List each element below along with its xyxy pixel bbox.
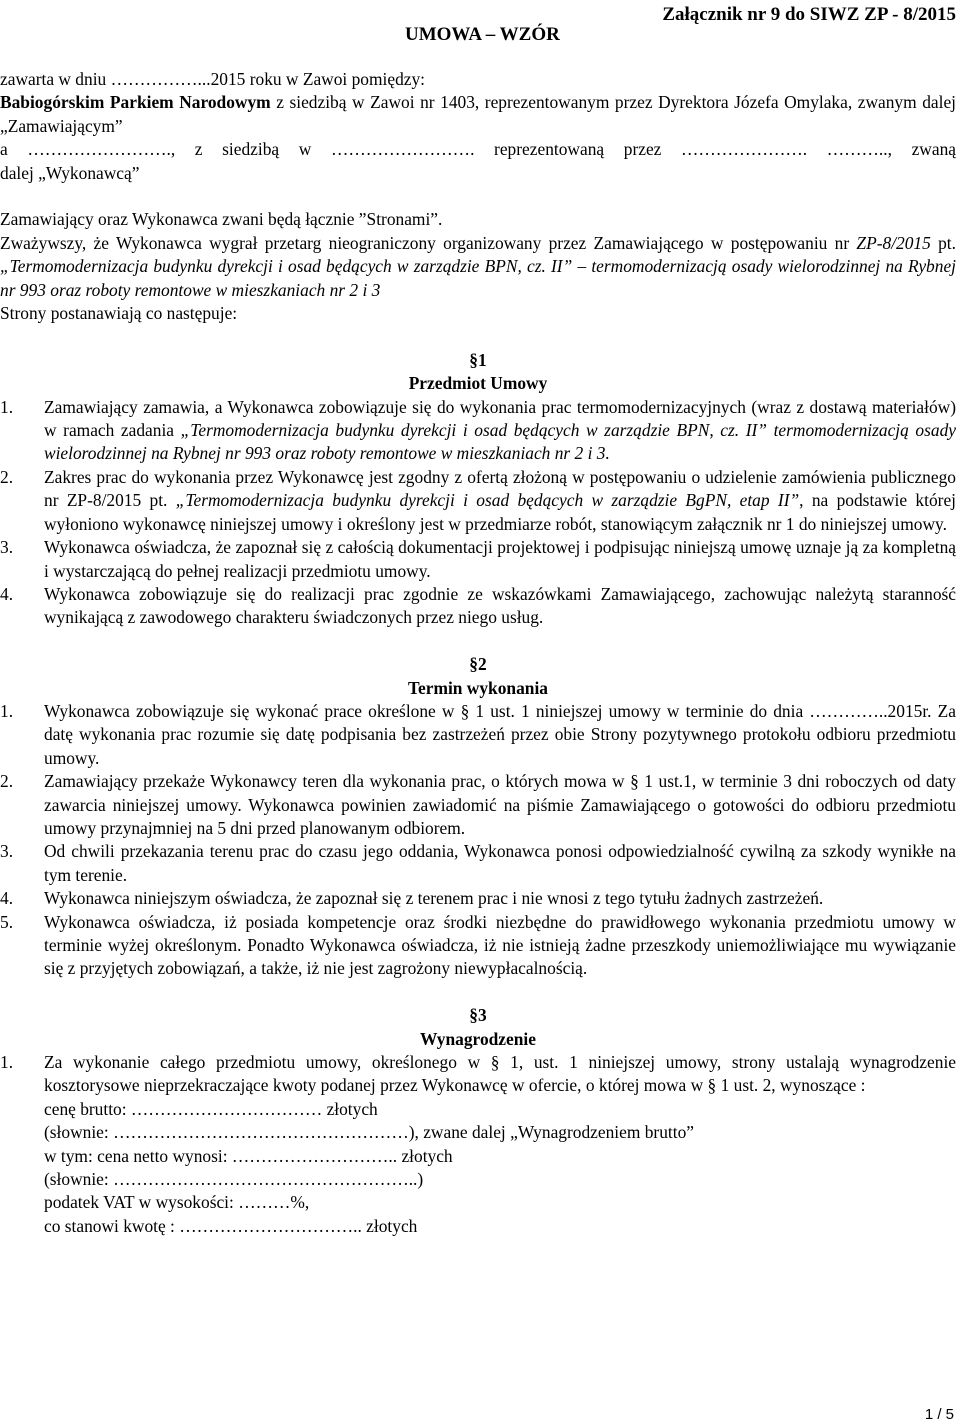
list-item (0, 396, 956, 466)
intro-party-contractor-line2: dalej „Wykonawcą” (0, 162, 140, 183)
item-text: Od chwili przekazania terenu prac do czasu jego oddania, Wykonawca ponosi odpowiedzialność cywilną za szkody wynikłe na tym terenie. (44, 841, 956, 885)
intro-whereas (0, 232, 956, 302)
list-item (0, 840, 956, 887)
intro-party-ordering (0, 91, 956, 138)
item-text: „Termomodernizacja budynku dyrekcji i osad będących w zarządzie BPN, cz. II” termomodernizacją osady wielorodzinnej na Rybnej nr 993 oraz roboty remontowe w mieszkaniach nr 2 i 3. (44, 420, 956, 464)
section-title: Przedmiot Umowy (408, 373, 548, 394)
spacer (0, 981, 956, 1004)
document-header (0, 2, 960, 46)
item-number: 1. (0, 1052, 14, 1072)
item-text: Za wykonanie całego przedmiotu umowy, określonego w § 1, ust. 1 niniejszej umowy, strony ustalają wynagrodzenie kosztorysowe nieprzekraczające kwoty podanej przez Wykonawcę w ofercie, o której mowa w § 1 ust. 2, wynoszące : (44, 1052, 956, 1096)
whereas-text: Zważywszy, że Wykonawca wygrał przetarg nieograniczony organizowany przez Zamawiającego w postępowaniu nr (0, 232, 857, 253)
list-item (0, 536, 956, 583)
sections-container (0, 325, 956, 1238)
section-items (0, 1051, 956, 1098)
item-number: 5. (0, 911, 14, 932)
whereas-case-number: ZP-8/2015 (856, 232, 931, 253)
section-mark: §1 (469, 349, 487, 370)
item-text: Zamawiający zamawia, a Wykonawca zobowiązuje się do wykonania prac termomodernizacyjnych (wraz z dostawą materiałów) w ramach zadania (44, 396, 956, 441)
list-item (0, 911, 956, 981)
list-item (0, 1051, 956, 1098)
list-item (0, 466, 956, 536)
spacer (0, 630, 956, 653)
item-text: , na podstawie której wyłoniono wykonawcę niniejszej umowy i określony jest w przedmiarze robót, stanowiącym załącznik nr 1 do niniejszej umowy. (44, 490, 956, 534)
item-text: Wykonawca niniejszym oświadcza, że zapoznał się z terenem prac i nie wnosi z tego tytułu żadnych zastrzeżeń. (44, 888, 824, 909)
party1-details: z siedzibą w Zawoi nr 1403, reprezentowanym przez Dyrektora Józefa Omylaka, zwanym dalej „Zamawiającym” (0, 92, 957, 136)
list-item (0, 887, 956, 910)
item-text: Wykonawca zobowiązuje się do realizacji prac zgodnie ze wskazówkami Zamawiającego, zachowując należytą staranność wynikającą z zawodowego charakteru świadczonych przez niego usług. (44, 583, 956, 628)
section-mark: §2 (469, 654, 487, 675)
intro-date-line: zawarta w dniu ……………...2015 roku w Zawoi pomiędzy: (0, 69, 426, 89)
item-text: Zakres prac do wykonania przez Wykonawcę jest zgodny z ofertą złożoną w postępowaniu o udzielenie zamówienia publicznego nr ZP-8/2015 pt. (44, 466, 956, 511)
list-item (0, 770, 956, 840)
item-number: 2. (0, 771, 14, 792)
spacer (0, 325, 956, 348)
remuneration-line: w tym: cena netto wynosi: ……………………….. złotych (44, 1145, 453, 1166)
item-number: 3. (0, 537, 14, 558)
document-title: UMOWA – WZÓR (405, 24, 560, 45)
item-number: 4. (0, 888, 14, 909)
item-number: 1. (0, 700, 14, 721)
spacer (0, 185, 956, 208)
remuneration-line: cenę brutto: …………………………… złotych (44, 1098, 378, 1119)
list-item (0, 583, 956, 630)
item-number: 2. (0, 466, 14, 487)
item-number: 3. (0, 841, 14, 862)
intro-agree: Strony postanawiają co następuje: (0, 303, 238, 324)
item-text: Wykonawca zobowiązuje się wykonać prace określone w § 1 ust. 1 niniejszej umowy w terminie do dnia …………..2015r. Za datę wykonania prac rozumie się datę podpisania bez zastrzeżeń przez obie Strony pozytywnego protokołu odbioru przedmiotu umowy. (44, 700, 956, 768)
remuneration-line: co stanowi kwotę : ………………………….. złotych (44, 1215, 418, 1236)
item-text: Wykonawca oświadcza, iż posiada kompetencje oraz środki niezbędne do prawidłowego wykonania przedmiotu umowy w terminie wyżej określonym. Ponadto Wykonawca oświadcza, iż nie istnieją żadne przeszkody uniemożliwiające mu wywiązanie się z przyjętych zobowiązań, a także, iż nie jest zagrożony niewypłacalnością. (44, 911, 956, 979)
item-text: Wykonawca oświadcza, że zapoznał się z całością dokumentacji projektowej i podpisując niniejszą umowę uznaje ją za kompletną i wystarczającą do pełnej realizacji przedmiotu umowy. (44, 537, 956, 581)
intro-party-contractor-line1: a ……………………., z siedzibą w ……………………. reprezentowaną przez …………………. ……….., zwaną (0, 139, 956, 160)
annex-label: Załącznik nr 9 do SIWZ ZP - 8/2015 (662, 4, 956, 25)
whereas-title: „Termomodernizacja budynku dyrekcji i osad będących w zarządzie BPN, cz. II” – termomodernizacją osady wielorodzinnej na Rybnej nr 993 oraz roboty remontowe w mieszkaniach nr 2 i 3 (0, 256, 956, 300)
intro-parties: Zamawiający oraz Wykonawca zwani będą łącznie ”Stronami”. (0, 209, 443, 230)
document-body (0, 68, 956, 1238)
remuneration-line: (słownie: ……………………………………………), zwane dalej „Wynagrodzeniem brutto” (44, 1122, 694, 1143)
page-number: 1 / 5 (924, 1406, 954, 1423)
section-items (0, 700, 956, 981)
item-text: „Termomodernizacja budynku dyrekcji i osad będących w zarządzie BgPN, etap II” (175, 490, 800, 511)
item-number: 1. (0, 396, 14, 417)
item-text: Zamawiający przekaże Wykonawcy teren dla wykonania prac, o których mowa w § 1 ust.1, w terminie 3 dni roboczych od daty zawarcia niniejszej umowy. Wykonawca powinien zawiadomić na piśmie Zamawiającego o gotowości do odbioru przedmiotu umowy przynajmniej na 5 dni przed planowanym odbiorem. (44, 771, 956, 838)
section-title: Termin wykonania (408, 677, 548, 698)
section-items (0, 396, 956, 630)
party1-name: Babiogórskim Parkiem Narodowym (0, 92, 271, 113)
whereas-pt: pt. (930, 232, 956, 253)
remuneration-line: podatek VAT w wysokości: ………%, (44, 1192, 310, 1213)
section-mark: §3 (469, 1005, 487, 1026)
item-number: 4. (0, 583, 14, 604)
list-item (0, 700, 956, 770)
remuneration-line: (słownie: ……………………………………………..) (44, 1169, 424, 1190)
section-title: Wynagrodzenie (420, 1028, 536, 1049)
